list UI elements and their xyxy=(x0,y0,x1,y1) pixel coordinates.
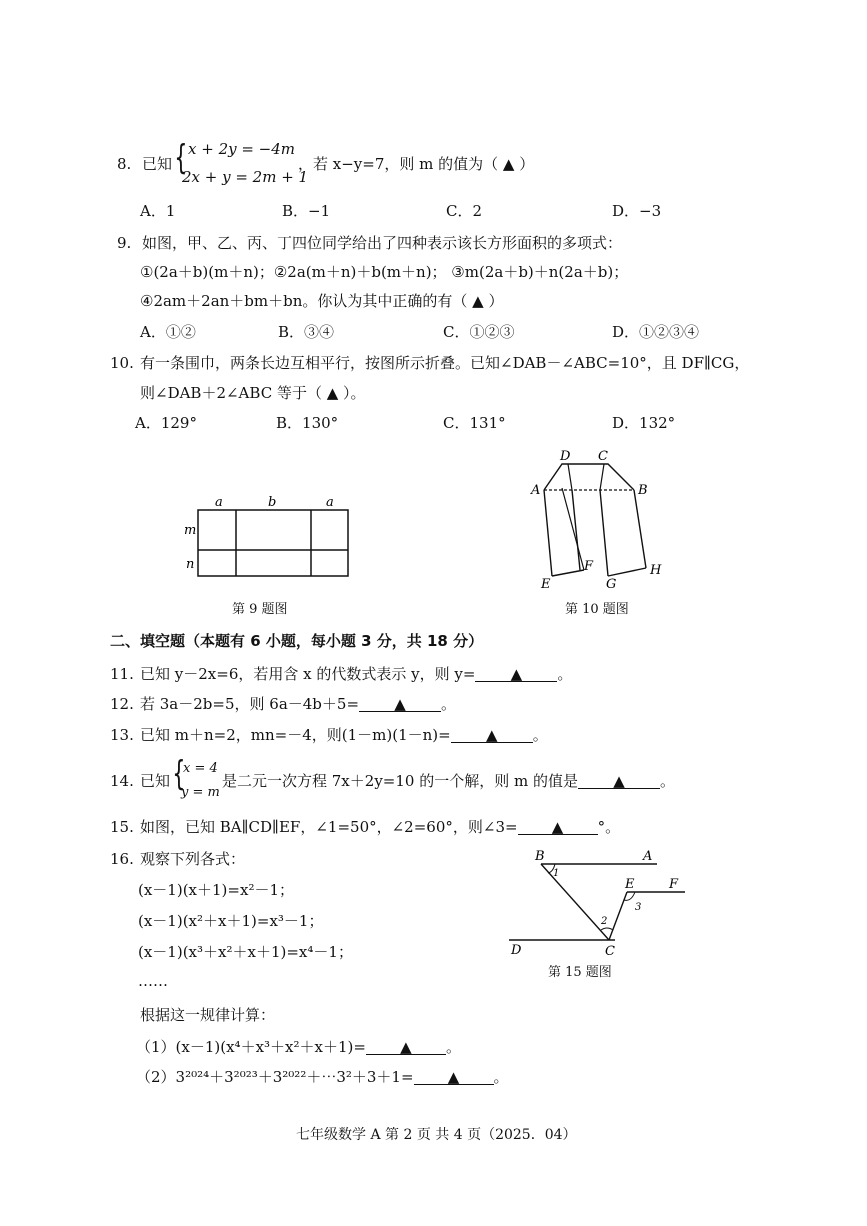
figure-9 xyxy=(180,492,360,584)
q16-formula-2: (x－1)(x²＋x＋1)=x³－1； xyxy=(138,912,324,930)
fig10-right-strip-outer xyxy=(634,490,646,568)
q9-option-b: B．③④ xyxy=(278,323,335,341)
q15-text: 如图，已知 BA∥CD∥EF，∠1=50°，∠2=60°，则∠3= xyxy=(140,818,518,836)
q8-lead: 已知 xyxy=(142,155,173,173)
fig15-label-b: B xyxy=(535,849,545,864)
q10-number: 10. xyxy=(110,354,134,372)
q14-answer-blank[interactable]: ▲ xyxy=(578,772,660,789)
fig10-caption: 第 10 题图 xyxy=(565,602,629,617)
q12-question xyxy=(140,695,456,713)
q13-question xyxy=(140,726,548,744)
fig10-label-a: A xyxy=(531,483,541,498)
q8-option-a: A．1 xyxy=(140,202,176,220)
fig15-angle-1: 1 xyxy=(553,868,560,879)
q14-brace: { xyxy=(172,754,186,794)
q11-question xyxy=(140,665,572,683)
fig15-angle-3: 3 xyxy=(635,902,642,913)
q11-number: 11. xyxy=(110,665,134,683)
q9-expressions-2: ④2am＋2an＋bm＋bn。你认为其中正确的有（ ▲ ） xyxy=(140,292,504,310)
q11-text: 已知 y－2x=6，若用含 x 的代数式表示 y，则 y= xyxy=(140,665,476,683)
fig15-line-bc xyxy=(541,864,609,940)
fig10-label-g: G xyxy=(606,577,617,590)
q9-option-d: D．①②③④ xyxy=(612,323,700,341)
q14-question xyxy=(222,772,675,790)
fig9-label-m: m xyxy=(184,523,197,538)
q9-stem: 如图，甲、乙、丙、丁四位同学给出了四种表示该长方形面积的多项式： xyxy=(142,234,623,252)
q10-stem: 有一条围巾，两条长边互相平行，按图所示折叠。已知∠DAB－∠ABC=10°，且 DF∥CG， xyxy=(140,354,750,372)
q16-formula-3: (x－1)(x³＋x²＋x＋1)=x⁴－1； xyxy=(138,943,353,961)
fig10-label-h: H xyxy=(650,563,662,578)
q15-answer-blank[interactable]: ▲ xyxy=(518,818,598,835)
fig9-label-a-right: a xyxy=(326,495,334,510)
q16-part1-text: （1）(x－1)(x⁴＋x³＋x²＋x＋1)= xyxy=(136,1038,366,1056)
q16-part2 xyxy=(136,1068,509,1086)
q15-question xyxy=(140,818,620,836)
section-2-title: 二、填空题（本题有 6 小题，每小题 3 分，共 18 分） xyxy=(110,632,484,650)
fig15-caption: 第 15 题图 xyxy=(548,965,612,980)
fig9-label-n: n xyxy=(186,557,195,572)
fig10-left-strip-outer xyxy=(544,490,552,576)
fig10-label-b: B xyxy=(638,483,648,498)
fig10-label-e: E xyxy=(541,577,551,590)
q16-part1 xyxy=(136,1038,461,1056)
q8-option-b: B．−1 xyxy=(282,202,331,220)
q12-answer-blank[interactable]: ▲ xyxy=(359,695,441,712)
q10-option-d: D．132° xyxy=(612,414,676,432)
fig10-inner-line-c xyxy=(600,464,604,490)
q8-equation-1: x + 2y = −4m xyxy=(188,140,296,158)
q14-equation-1: x = 4 xyxy=(183,761,218,776)
q10-option-b: B．130° xyxy=(276,414,339,432)
q13-end: 。 xyxy=(532,726,548,744)
q16-part1-end: 。 xyxy=(445,1038,461,1056)
q16-number: 16. xyxy=(110,850,134,868)
q16-ellipsis: …… xyxy=(138,972,168,990)
q9-option-c: C．①②③ xyxy=(443,323,515,341)
q16-part1-answer-blank[interactable]: ▲ xyxy=(366,1038,446,1055)
q10-option-a: A．129° xyxy=(135,414,197,432)
q16-rule: 根据这一规律计算： xyxy=(140,1006,276,1024)
fig15-label-c: C xyxy=(605,944,615,959)
q9-number: 9. xyxy=(117,234,132,252)
q16-formula-1: (x－1)(x＋1)=x²－1； xyxy=(138,881,294,899)
fig15-angle-2: 2 xyxy=(601,916,608,927)
q12-number: 12. xyxy=(110,695,134,713)
fig10-right-strip-end xyxy=(608,568,646,576)
fig15-line-ce xyxy=(609,892,627,940)
q13-answer-blank[interactable]: ▲ xyxy=(451,726,533,743)
q13-number: 13. xyxy=(110,726,134,744)
fig15-angle-2-arc xyxy=(601,928,613,930)
q14-equation-2: y = m xyxy=(181,785,220,800)
q10-line2: 则∠DAB＋2∠ABC 等于（ ▲ ）。 xyxy=(140,384,366,402)
q12-text: 若 3a－2b=5，则 6a－4b＋5= xyxy=(140,695,360,713)
fig10-left-strip-end xyxy=(552,570,584,576)
q11-answer-blank[interactable]: ▲ xyxy=(475,665,557,682)
fig10-inner-line-d xyxy=(568,464,572,490)
fig9-caption: 第 9 题图 xyxy=(232,602,288,617)
q16-part2-end: 。 xyxy=(493,1068,509,1086)
q16-stem: 观察下列各式： xyxy=(140,850,246,868)
q9-expressions-1: ①(2a＋b)(m＋n)；②2a(m＋n)＋b(m＋n)； ③m(2a＋b)＋n(2a＋b)； xyxy=(140,263,629,281)
q16-part2-answer-blank[interactable]: ▲ xyxy=(414,1068,494,1085)
fig15-label-f: F xyxy=(669,877,679,892)
fig10-top-fold xyxy=(544,464,634,490)
figure-15 xyxy=(505,846,695,960)
q8-equation-2: 2x + y = 2m + 1 xyxy=(182,168,309,186)
q14-text: 是二元一次方程 7x＋2y=10 的一个解，则 m 的值是 xyxy=(222,772,578,790)
q14-number: 14. xyxy=(110,772,134,790)
q8-option-d: D．−3 xyxy=(612,202,662,220)
fig9-label-b: b xyxy=(268,495,277,510)
page-footer: 七年级数学 A 第 2 页 共 4 页（2025．04） xyxy=(296,1127,577,1143)
q14-lead: 已知 xyxy=(140,772,171,790)
fig10-label-d: D xyxy=(560,449,571,464)
fig9-outer-rect xyxy=(198,510,348,576)
fig9-label-a-left: a xyxy=(215,495,223,510)
fig10-right-strip-inner xyxy=(600,490,608,576)
fig15-label-a: A xyxy=(643,849,653,864)
q12-end: 。 xyxy=(441,695,457,713)
q11-end: 。 xyxy=(557,665,573,683)
figure-10 xyxy=(528,448,678,590)
fig10-label-f: F xyxy=(584,559,594,574)
q14-end: 。 xyxy=(659,772,675,790)
q8-option-c: C．2 xyxy=(446,202,483,220)
q8-number: 8. xyxy=(117,155,132,173)
fig15-label-e: E xyxy=(625,877,635,892)
fig10-label-c: C xyxy=(598,449,608,464)
q15-number: 15. xyxy=(110,818,134,836)
q13-text: 已知 m＋n=2，mn=－4，则(1－m)(1－n)= xyxy=(140,726,451,744)
q15-end: °。 xyxy=(597,818,621,836)
q8-condition: ，若 x−y=7，则 m 的值为（ ▲ ） xyxy=(298,155,535,173)
q16-part2-text: （2）3²⁰²⁴＋3²⁰²³＋3²⁰²²＋⋯3²＋3＋1= xyxy=(136,1068,414,1086)
q10-option-c: C．131° xyxy=(443,414,506,432)
q8-brace: { xyxy=(174,138,188,178)
fig15-label-d: D xyxy=(511,943,522,958)
q9-option-a: A．①② xyxy=(140,323,196,341)
